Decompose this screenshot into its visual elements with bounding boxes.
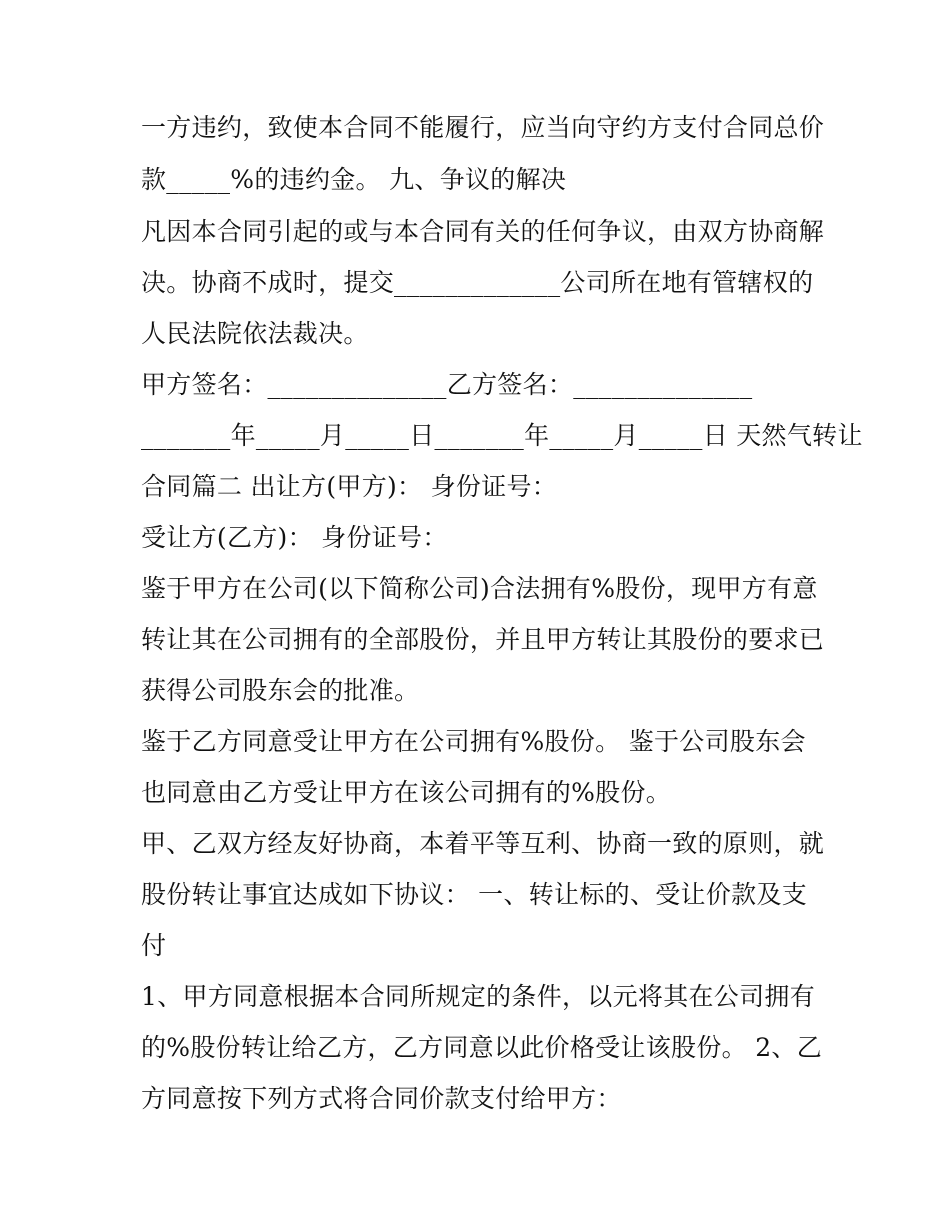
text-line: 股份转让事宜达成如下协议： 一、转让标的、受让价款及支	[141, 880, 808, 909]
text-line: 一方违约，致使本合同不能履行，应当向守约方支付合同总价	[141, 113, 825, 142]
date-line: _______年_____月_____日_______年_____月_____日 天然气转让	[141, 421, 863, 450]
text-line: 付	[141, 931, 167, 960]
text-line: 获得公司股东会的批准。	[141, 676, 420, 705]
text-line: 1、甲方同意根据本合同所规定的条件，以元将其在公司拥有	[141, 982, 816, 1011]
text-line: 鉴于甲方在公司(以下简称公司)合法拥有%股份，现甲方有意	[141, 574, 818, 603]
text-line: 的%股份转让给乙方，乙方同意以此价格受让该股份。 2、乙	[141, 1033, 823, 1062]
text-line: 合同篇二 出让方(甲方)： 身份证号：	[141, 472, 558, 501]
text-line: 人民法院依法裁决。	[141, 319, 369, 348]
signature-line: 甲方签名：______________乙方签名：______________	[141, 370, 753, 399]
text-line: 也同意由乙方受让甲方在该公司拥有的%股份。	[141, 778, 672, 807]
text-line: 鉴于乙方同意受让甲方在公司拥有%股份。 鉴于公司股东会	[141, 727, 806, 756]
text-line: 决。协商不成时，提交_____________公司所在地有管辖权的	[141, 268, 814, 297]
text-line: 转让其在公司拥有的全部股份，并且甲方转让其股份的要求已	[141, 625, 825, 654]
text-line: 甲、乙双方经友好协商，本着平等互利、协商一致的原则，就	[141, 829, 825, 858]
text-line: 凡因本合同引起的或与本合同有关的任何争议，由双方协商解	[141, 217, 825, 246]
text-line: 款_____%的违约金。 九、争议的解决	[141, 165, 567, 194]
text-line: 受让方(乙方)： 身份证号：	[141, 523, 448, 552]
text-line: 方同意按下列方式将合同价款支付给甲方：	[141, 1084, 622, 1113]
